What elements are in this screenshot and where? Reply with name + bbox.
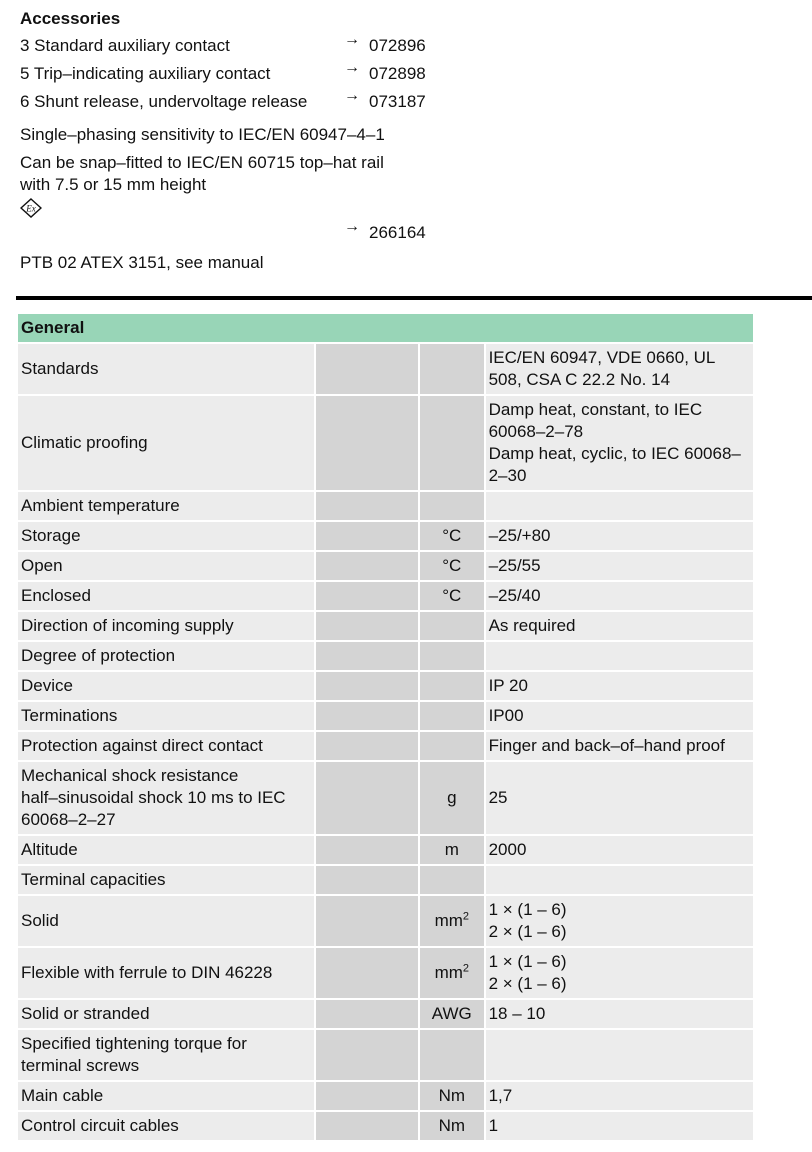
spec-label — [17, 395, 315, 491]
spec-value-text: 2000 — [488, 840, 527, 859]
spec-label — [17, 1111, 315, 1141]
spec-value — [485, 551, 754, 581]
spec-value — [485, 521, 754, 551]
spec-label — [17, 701, 315, 731]
spec-row — [17, 551, 754, 581]
spec-label-text: Mechanical shock resistance half–sinusoidal shock 10 ms to IEC 60068–2–27 — [21, 766, 286, 829]
spec-row — [17, 671, 754, 701]
spec-unit — [419, 491, 485, 521]
spec-label-text: Solid — [21, 911, 59, 930]
spec-value — [485, 947, 754, 999]
spec-row — [17, 1029, 754, 1081]
accessories-section — [20, 8, 460, 274]
spec-blank-cell — [315, 865, 419, 895]
spec-label-text: Device — [21, 676, 73, 695]
spec-value — [485, 395, 754, 491]
spec-blank-cell — [315, 551, 419, 581]
spec-unit-text: °C — [442, 556, 462, 575]
spec-value — [485, 761, 754, 835]
spec-row — [17, 701, 754, 731]
spec-value-text: IP 20 — [488, 676, 528, 695]
spec-blank-cell — [315, 761, 419, 835]
spec-blank-cell — [315, 581, 419, 611]
spec-value — [485, 865, 754, 895]
spec-label-text: Open — [21, 556, 63, 575]
spec-blank-cell — [315, 947, 419, 999]
spec-label — [17, 641, 315, 671]
spec-unit-superscript: 2 — [462, 910, 470, 923]
spec-blank-cell — [315, 641, 419, 671]
accessories-heading: Accessories — [20, 9, 121, 28]
spec-label-text: Enclosed — [21, 586, 91, 605]
spec-unit-text: mm — [434, 963, 463, 982]
accessory-row — [20, 32, 460, 60]
spec-unit — [419, 895, 485, 947]
spec-unit-text: Nm — [438, 1116, 466, 1135]
spec-label-text: Degree of protection — [21, 646, 176, 665]
spec-row — [17, 641, 754, 671]
spec-label — [17, 835, 315, 865]
spec-label — [17, 491, 315, 521]
spec-unit — [419, 761, 485, 835]
ex-ref-row — [20, 218, 460, 244]
spec-row — [17, 835, 754, 865]
accessory-ref — [344, 32, 426, 61]
spec-value — [485, 671, 754, 701]
spec-unit-text: m — [444, 840, 459, 859]
spec-unit — [419, 343, 485, 395]
arrow-icon: → — [344, 59, 360, 76]
spec-value — [485, 1081, 754, 1111]
spec-row — [17, 731, 754, 761]
spec-blank-cell — [315, 611, 419, 641]
ex-ref — [344, 218, 426, 245]
spec-unit — [419, 641, 485, 671]
spec-label-text: Control circuit cables — [21, 1116, 179, 1135]
spec-label — [17, 895, 315, 947]
spec-label — [17, 521, 315, 551]
spec-value — [485, 1111, 754, 1141]
spec-blank-cell — [315, 895, 419, 947]
spec-value-text: IP00 — [488, 706, 524, 725]
spec-value — [485, 1029, 754, 1081]
spec-value-text: 25 — [488, 788, 508, 807]
spec-unit-text: °C — [442, 586, 462, 605]
spec-blank-cell — [315, 999, 419, 1029]
spec-label — [17, 611, 315, 641]
section-divider — [16, 296, 812, 300]
ex-symbol-text: Ex — [26, 203, 36, 214]
spec-blank-cell — [315, 521, 419, 551]
spec-unit-text: mm — [434, 911, 463, 930]
ex-ref-number: 266164 — [369, 223, 426, 242]
ex-atex-icon — [20, 198, 42, 218]
spec-unit — [419, 1111, 485, 1141]
spec-row — [17, 999, 754, 1029]
spec-unit-superscript: 2 — [462, 962, 470, 975]
spec-label-text: Climatic proofing — [21, 433, 148, 452]
spec-row — [17, 947, 754, 999]
spec-unit — [419, 581, 485, 611]
spec-label — [17, 343, 315, 395]
spec-unit-text: Nm — [438, 1086, 466, 1105]
spec-label-text: Storage — [21, 526, 81, 545]
spec-label-text: Standards — [21, 359, 99, 378]
spec-blank-cell — [315, 1111, 419, 1141]
spec-unit — [419, 395, 485, 491]
single-phasing-note: Single–phasing sensitivity to IEC/EN 60947–4–1 — [20, 125, 385, 144]
spec-row — [17, 895, 754, 947]
spec-row — [17, 343, 754, 395]
spec-value-text: As required — [488, 616, 576, 635]
top-hat-rail-note: Can be snap–fitted to IEC/EN 60715 top–hat rail with 7.5 or 15 mm height — [20, 153, 384, 194]
accessory-label: 6 Shunt release, undervoltage release — [20, 92, 308, 111]
spec-value-text: 1 × (1 – 6) 2 × (1 – 6) — [488, 900, 567, 941]
atex-certificate-text: PTB 02 ATEX 3151, see manual — [20, 253, 264, 272]
spec-value — [485, 731, 754, 761]
arrow-icon: → — [344, 218, 360, 235]
spec-row — [17, 611, 754, 641]
spec-unit — [419, 551, 485, 581]
accessory-ref — [344, 60, 426, 89]
spec-unit — [419, 835, 485, 865]
arrow-icon: → — [344, 87, 360, 104]
spec-value — [485, 641, 754, 671]
spec-unit — [419, 671, 485, 701]
accessory-ref — [344, 88, 426, 117]
spec-label — [17, 581, 315, 611]
spec-blank-cell — [315, 671, 419, 701]
general-title: General — [17, 313, 754, 343]
spec-value-text: –25/55 — [488, 556, 541, 575]
spec-value — [485, 701, 754, 731]
spec-label-text: Specified tightening torque for terminal screws — [21, 1034, 247, 1075]
spec-unit — [419, 999, 485, 1029]
spec-unit — [419, 701, 485, 731]
spec-label — [17, 761, 315, 835]
accessory-label: 3 Standard auxiliary contact — [20, 36, 230, 55]
spec-row — [17, 1081, 754, 1111]
spec-blank-cell — [315, 835, 419, 865]
spec-label-text: Main cable — [21, 1086, 104, 1105]
spec-unit-text: AWG — [431, 1004, 472, 1023]
spec-value-text: 18 – 10 — [488, 1004, 546, 1023]
spec-row — [17, 521, 754, 551]
spec-value — [485, 491, 754, 521]
spec-value — [485, 999, 754, 1029]
spec-blank-cell — [315, 395, 419, 491]
spec-row — [17, 395, 754, 491]
spec-label-text: Protection against direct contact — [21, 736, 263, 755]
accessory-label: 5 Trip–indicating auxiliary contact — [20, 64, 271, 83]
spec-blank-cell — [315, 343, 419, 395]
general-spec-table — [16, 312, 755, 1142]
spec-value — [485, 895, 754, 947]
spec-label — [17, 947, 315, 999]
spec-row — [17, 761, 754, 835]
spec-unit — [419, 947, 485, 999]
spec-label-text: Terminations — [21, 706, 118, 725]
spec-label — [17, 1081, 315, 1111]
accessory-row — [20, 60, 460, 88]
spec-blank-cell — [315, 491, 419, 521]
accessory-row — [20, 88, 460, 116]
accessory-ref-number: 072896 — [369, 36, 426, 55]
spec-row — [17, 865, 754, 895]
spec-value-text: Damp heat, constant, to IEC 60068–2–78 Damp heat, cyclic, to IEC 60068–2–30 — [488, 400, 741, 485]
spec-value — [485, 581, 754, 611]
spec-unit — [419, 865, 485, 895]
spec-blank-cell — [315, 1029, 419, 1081]
spec-value-text: –25/40 — [488, 586, 541, 605]
spec-unit — [419, 1081, 485, 1111]
spec-row — [17, 491, 754, 521]
spec-value-text: IEC/EN 60947, VDE 0660, UL 508, CSA C 22.2 No. 14 — [488, 348, 715, 389]
accessory-ref-number: 073187 — [369, 92, 426, 111]
arrow-icon: → — [344, 31, 360, 48]
accessory-ref-number: 072898 — [369, 64, 426, 83]
spec-value — [485, 611, 754, 641]
spec-row — [17, 581, 754, 611]
spec-label — [17, 671, 315, 701]
spec-label — [17, 731, 315, 761]
spec-value-text: 1 × (1 – 6) 2 × (1 – 6) — [488, 952, 567, 993]
spec-label-text: Direction of incoming supply — [21, 616, 234, 635]
spec-label — [17, 551, 315, 581]
spec-unit — [419, 521, 485, 551]
spec-value-text: 1,7 — [488, 1086, 513, 1105]
spec-value-text: 1 — [488, 1116, 499, 1135]
spec-label-text: Altitude — [21, 840, 78, 859]
spec-label-text: Solid or stranded — [21, 1004, 150, 1023]
spec-row — [17, 1111, 754, 1141]
spec-label — [17, 865, 315, 895]
spec-blank-cell — [315, 1081, 419, 1111]
spec-value — [485, 343, 754, 395]
spec-label-text: Terminal capacities — [21, 870, 166, 889]
spec-unit — [419, 1029, 485, 1081]
spec-unit — [419, 611, 485, 641]
spec-unit-text: g — [447, 788, 457, 807]
spec-value — [485, 835, 754, 865]
spec-value-text: Finger and back–of–hand proof — [488, 736, 725, 755]
spec-blank-cell — [315, 731, 419, 761]
spec-unit — [419, 731, 485, 761]
general-header-row — [17, 313, 754, 343]
spec-label-text: Ambient temperature — [21, 496, 180, 515]
spec-label-text: Flexible with ferrule to DIN 46228 — [21, 963, 273, 982]
spec-unit-text: °C — [442, 526, 462, 545]
spec-label — [17, 1029, 315, 1081]
spec-value-text: –25/+80 — [488, 526, 551, 545]
spec-blank-cell — [315, 701, 419, 731]
spec-label — [17, 999, 315, 1029]
